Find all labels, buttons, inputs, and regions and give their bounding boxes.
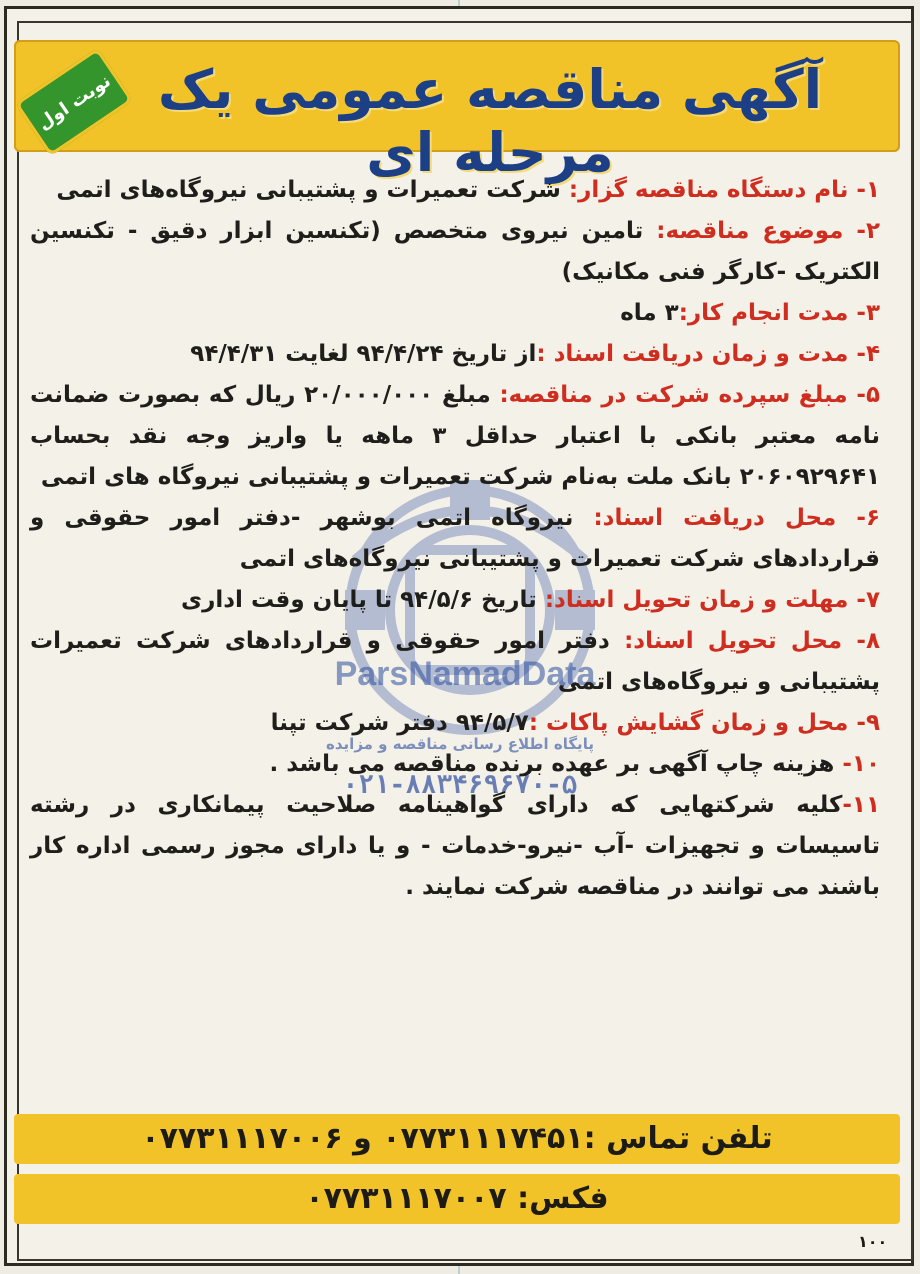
ad-body [30,170,880,908]
item-6: ۶- محل دریافت اسناد: نیروگاه اتمی بوشهر -دفتر امور حقوقی و قراردادهای شرکت تعمیرات و پشتیبانی نیروگاه‌های اتمی [30,505,880,572]
item-9: ۹- محل و زمان گشایش پاکات :۹۴/۵/۷ دفتر شرکت تپنا [270,710,880,736]
item-2: ۲- موضوع مناقصه: تامین نیروی متخصص (تکنسین ابزار دقیق - تکنسین الکتریک -کارگر فنی مکانیک) [30,218,880,285]
phone-bar: تلفن تماس :۰۷۷۳۱۱۱۷۴۵۱ و ۰۷۷۳۱۱۱۷۰۰۶ [14,1114,900,1164]
item-4: ۴- مدت و زمان دریافت اسناد :از تاریخ ۹۴/۴/۲۴ لغایت ۹۴/۴/۳۱ [190,341,880,367]
watermark-phone: ۰۲۱-۸۸۳۴۶۹۶۷۰-۵ [342,770,578,800]
watermark-org: ParsNamadData [334,655,596,693]
item-3: ۳- مدت انجام کار:۳ ماه [620,300,880,326]
item-1: ۱- نام دستگاه مناقصه گزار: شرکت تعمیرات و پشتیبانی نیروگاه‌های اتمی [56,177,880,203]
item-7: ۷- مهلت و زمان تحویل اسناد: تاریخ ۹۴/۵/۶ تا پایان وقت اداری [181,587,880,613]
item-11: ۱۱-کلیه شرکتهایی که دارای گواهینامه صلاحیت پیمانکاری در رشته تاسیسات و تجهیزات -آب -نیرو-خدمات - و یا دارای مجوز رسمی اداره کار باشند می توانند در مناقصه شرکت نمایند . [30,792,880,900]
item-10: ۱۰- هزینه چاپ آگهی بر عهده برنده مناقصه می باشد . [269,751,880,777]
fax-bar: فکس: ۰۷۷۳۱۱۱۷۰۰۷ [14,1174,900,1224]
ad-title: آگهی مناقصه عمومی یک مرحله ای [157,58,823,184]
ad-header [14,40,900,184]
watermark-subtitle: پایگاه اطلاع رسانی مناقصه و مزایده [326,735,594,753]
item-8: ۸- محل تحویل اسناد: دفتر امور حقوقی و قراردادهای شرکت تعمیرات پشتیبانی و نیروگاه‌های اتمی [30,628,880,695]
page-number: ۱۰۰ [858,1232,888,1251]
item-5: ۵- مبلغ سپرده شرکت در مناقصه: مبلغ ۲۰/۰۰۰/۰۰۰ ریال که بصورت ضمانت نامه معتبر بانکی با اعتبار حداقل ۳ ماهه یا واریز وجه نقد بحساب ۲۰۶۰۹۲۹۶۴۱ بانک ملت به‌نام شرکت تعمیرات و پشتیبانی نیروگاه های اتمی [30,382,880,490]
round-badge: نوبت اول [15,48,134,157]
